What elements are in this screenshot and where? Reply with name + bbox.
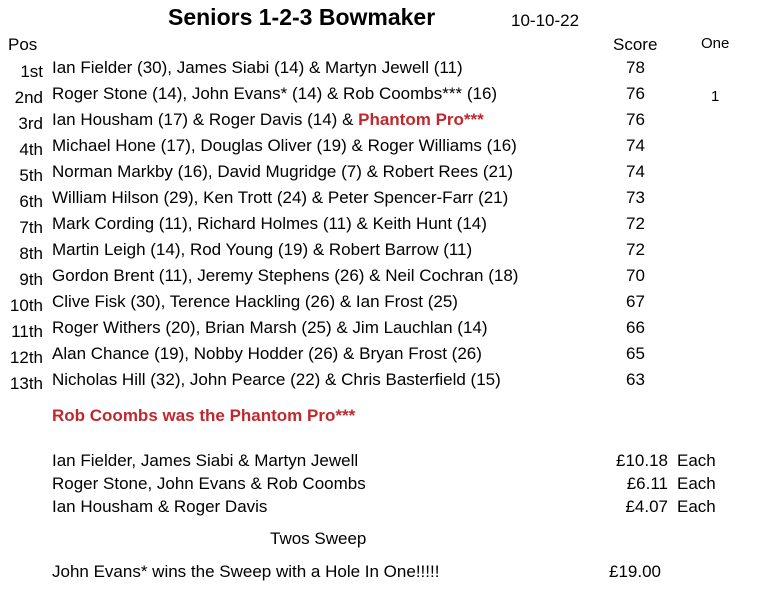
players-cell xyxy=(52,162,513,182)
prize-each-label: Each xyxy=(677,497,716,516)
players-cell xyxy=(52,344,482,364)
players-text: Norman Markby (16), David Mugridge (7) & Robert Rees (21) xyxy=(52,162,514,181)
position-cell: 9th xyxy=(19,270,43,289)
score-cell: 70 xyxy=(626,266,645,285)
table-row xyxy=(0,370,760,396)
table-row xyxy=(0,266,760,292)
prize-winners: Roger Stone, John Evans & Rob Coombs xyxy=(52,474,366,493)
table-row xyxy=(0,58,760,84)
players-cell xyxy=(52,318,488,338)
players-cell xyxy=(52,188,508,208)
position-cell: 6th xyxy=(19,192,43,211)
score-cell: 74 xyxy=(626,162,645,181)
event-date: 10-10-22 xyxy=(511,11,580,30)
position-cell: 3rd xyxy=(18,114,43,133)
sweep-winner-text: John Evans* wins the Sweep with a Hole In One!!!!! xyxy=(52,562,440,581)
position-cell: 5th xyxy=(19,166,43,185)
players-cell xyxy=(52,266,518,286)
prize-amount: £6.11 xyxy=(626,474,668,493)
prize-each-label: Each xyxy=(677,451,716,470)
players-text: Alan Chance (19), Nobby Hodder (26) & Bryan Frost (26) xyxy=(52,344,482,363)
position-cell: 11th xyxy=(11,322,43,341)
score-cell: 76 xyxy=(626,84,645,103)
position-cell: 1st xyxy=(20,62,43,81)
table-row xyxy=(0,214,760,240)
score-cell: 73 xyxy=(626,188,645,207)
players-text: Ian Housham (17) & Roger Davis (14) & xyxy=(52,110,359,129)
players-cell xyxy=(52,110,484,130)
position-cell: 8th xyxy=(19,244,43,263)
players-cell xyxy=(52,84,497,104)
one-column-header: One xyxy=(701,35,730,52)
table-row xyxy=(0,84,760,110)
prize-amount: £10.18 xyxy=(616,451,668,470)
sweep-title: Twos Sweep xyxy=(270,529,367,548)
score-cell: 74 xyxy=(626,136,645,155)
table-row xyxy=(0,344,760,370)
prize-winners: Ian Fielder, James Siabi & Martyn Jewell xyxy=(52,451,359,470)
players-text: Gordon Brent (11), Jeremy Stephens (26) & Neil Cochran (18) xyxy=(52,266,519,285)
score-cell: 67 xyxy=(626,292,645,311)
prize-winners: Ian Housham & Roger Davis xyxy=(52,497,268,516)
prize-each-label: Each xyxy=(677,474,716,493)
position-cell: 10th xyxy=(9,296,43,315)
players-text: Michael Hone (17), Douglas Oliver (19) & Roger Williams (16) xyxy=(52,136,517,155)
prize-row xyxy=(0,474,760,497)
page-title: Seniors 1-2-3 Bowmaker xyxy=(168,4,436,30)
position-cell: 13th xyxy=(9,374,43,393)
one-cell: 1 xyxy=(711,88,720,105)
prize-amount: £4.07 xyxy=(625,497,668,516)
players-cell xyxy=(52,214,487,234)
table-row xyxy=(0,162,760,188)
players-cell xyxy=(52,292,458,312)
players-text: William Hilson (29), Ken Trott (24) & Peter Spencer-Farr (21) xyxy=(52,188,509,207)
prize-row xyxy=(0,451,760,474)
score-cell: 63 xyxy=(626,370,645,389)
players-cell xyxy=(52,58,463,78)
table-row xyxy=(0,292,760,318)
players-text: Mark Cording (11), Richard Holmes (11) & Keith Hunt (14) xyxy=(52,214,487,233)
position-cell: 12th xyxy=(9,348,43,367)
players-text: Ian Fielder (30), James Siabi (14) & Martyn Jewell (11) xyxy=(52,58,463,77)
players-text: Roger Stone (14), John Evans* (14) & Rob Coombs*** (16) xyxy=(52,84,498,103)
table-row xyxy=(0,240,760,266)
phantom-pro-note: Rob Coombs was the Phantom Pro*** xyxy=(52,406,356,425)
score-column-header: Score xyxy=(613,35,658,54)
players-cell xyxy=(52,370,501,390)
table-row xyxy=(0,318,760,344)
score-cell: 66 xyxy=(626,318,645,337)
players-cell xyxy=(52,136,517,156)
pos-column-header: Pos xyxy=(8,35,38,54)
phantom-pro-label: Phantom Pro*** xyxy=(358,110,484,129)
players-text: Clive Fisk (30), Terence Hackling (26) & Ian Frost (25) xyxy=(52,292,458,311)
score-cell: 65 xyxy=(626,344,645,363)
table-row xyxy=(0,188,760,214)
players-text: Roger Withers (20), Brian Marsh (25) & Jim Lauchlan (14) xyxy=(52,318,488,337)
table-row xyxy=(0,110,760,136)
position-cell: 2nd xyxy=(14,88,43,107)
position-cell: 4th xyxy=(19,140,43,159)
players-text: Martin Leigh (14), Rod Young (19) & Robert Barrow (11) xyxy=(52,240,473,259)
position-cell: 7th xyxy=(19,218,43,237)
score-cell: 76 xyxy=(626,110,645,129)
score-cell: 78 xyxy=(626,58,645,77)
players-text: Nicholas Hill (32), John Pearce (22) & Chris Basterfield (15) xyxy=(52,370,501,389)
prize-row xyxy=(0,497,760,520)
score-cell: 72 xyxy=(626,214,645,233)
table-row xyxy=(0,136,760,162)
score-cell: 72 xyxy=(626,240,645,259)
players-cell xyxy=(52,240,472,260)
sweep-amount: £19.00 xyxy=(609,562,661,581)
